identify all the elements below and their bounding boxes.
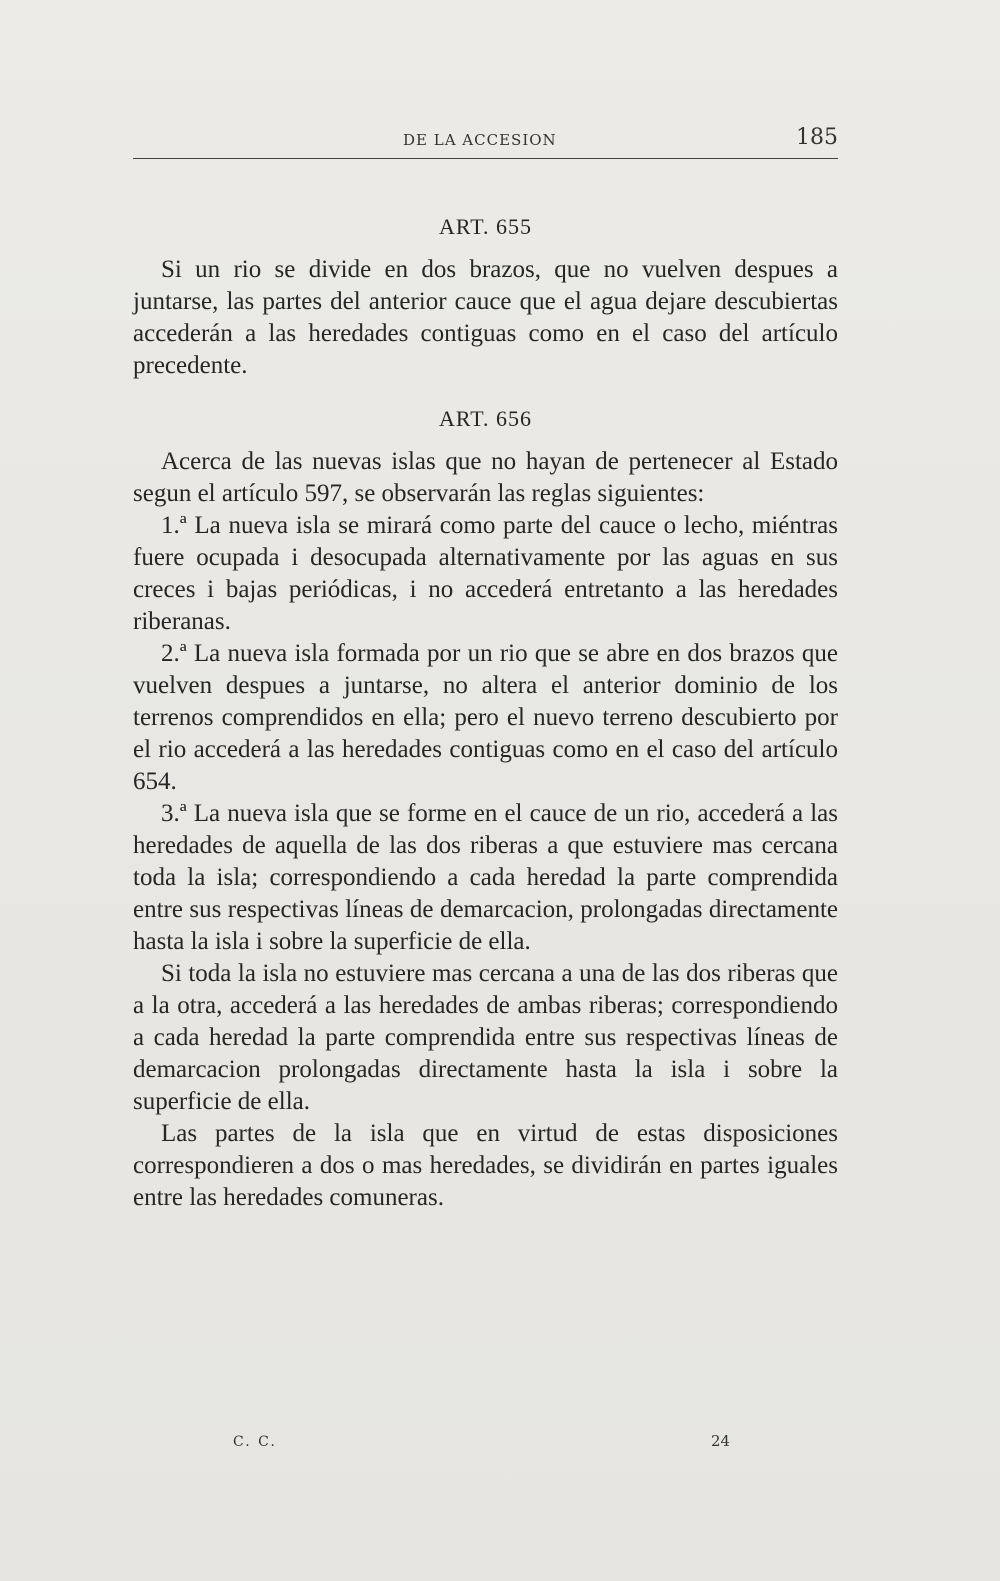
closing-paragraph: Las partes de la isla que en virtud de estas disposiciones correspondieren a dos o mas heredades, se dividirán en partes iguales entre las heredades comuneras. (133, 1120, 838, 1211)
signature-number: 24 (711, 1432, 731, 1450)
page-footer (133, 1432, 838, 1456)
rule-1-paragraph: 1.ª La nueva isla se mirará como parte del cauce o lecho, miéntras fuere ocupada i desocupada alternativamente por las aguas en sus creces i bajas periódicas, i no accederá entretanto a las heredades riberanas. (133, 512, 838, 635)
article-655-heading (133, 212, 838, 242)
rule-3-continuation: Si toda la isla no estuviere mas cercana a una de las dos riberas que a la otra, accederá a las heredades de ambas riberas; correspondiendo a cada heredad la parte comprendida entre sus respectivas líneas de demarcacion prolongadas directamente hasta la isla i sobre la superficie de ella. (133, 960, 838, 1115)
rule-3-paragraph: 3.ª La nueva isla que se forme en el cauce de un rio, accederá a las heredades de aquella de las dos riberas a que estuviere mas cercana toda la isla; correspondiendo a cada heredad la parte comprendida entre sus respectivas líneas de demarcacion, prolongadas directamente hasta la isla i sobre la superficie de ella. (133, 800, 838, 955)
page-body (133, 212, 838, 1214)
page-header (133, 125, 838, 155)
article-655-paragraph: Si un rio se divide en dos brazos, que no vuelven despues a juntarse, las partes del anterior cauce que el agua dejare descubiertas accederán a las heredades contiguas como en el caso del artículo precedente. (133, 256, 838, 379)
article-656-label: ART. 656 (438, 406, 533, 431)
signature-mark: C. C. (233, 1434, 277, 1450)
article-655-label: ART. 655 (438, 214, 533, 239)
rule-2-paragraph: 2.ª La nueva isla formada por un rio que se abre en dos brazos que vuelven despues a juntarse, no altera el anterior dominio de los terrenos comprendidos en ella; pero el nuevo terreno descubierto por el rio accederá a las heredades contiguas como en el caso del artículo 654. (133, 640, 838, 795)
running-title: DE LA ACCESION (403, 131, 557, 149)
article-656-heading (133, 404, 838, 434)
header-rule (133, 158, 838, 159)
page-number: 185 (796, 125, 838, 150)
article-656-intro: Acerca de las nuevas islas que no hayan de pertenecer al Estado segun el artículo 597, se observarán las reglas siguientes: (133, 448, 838, 507)
